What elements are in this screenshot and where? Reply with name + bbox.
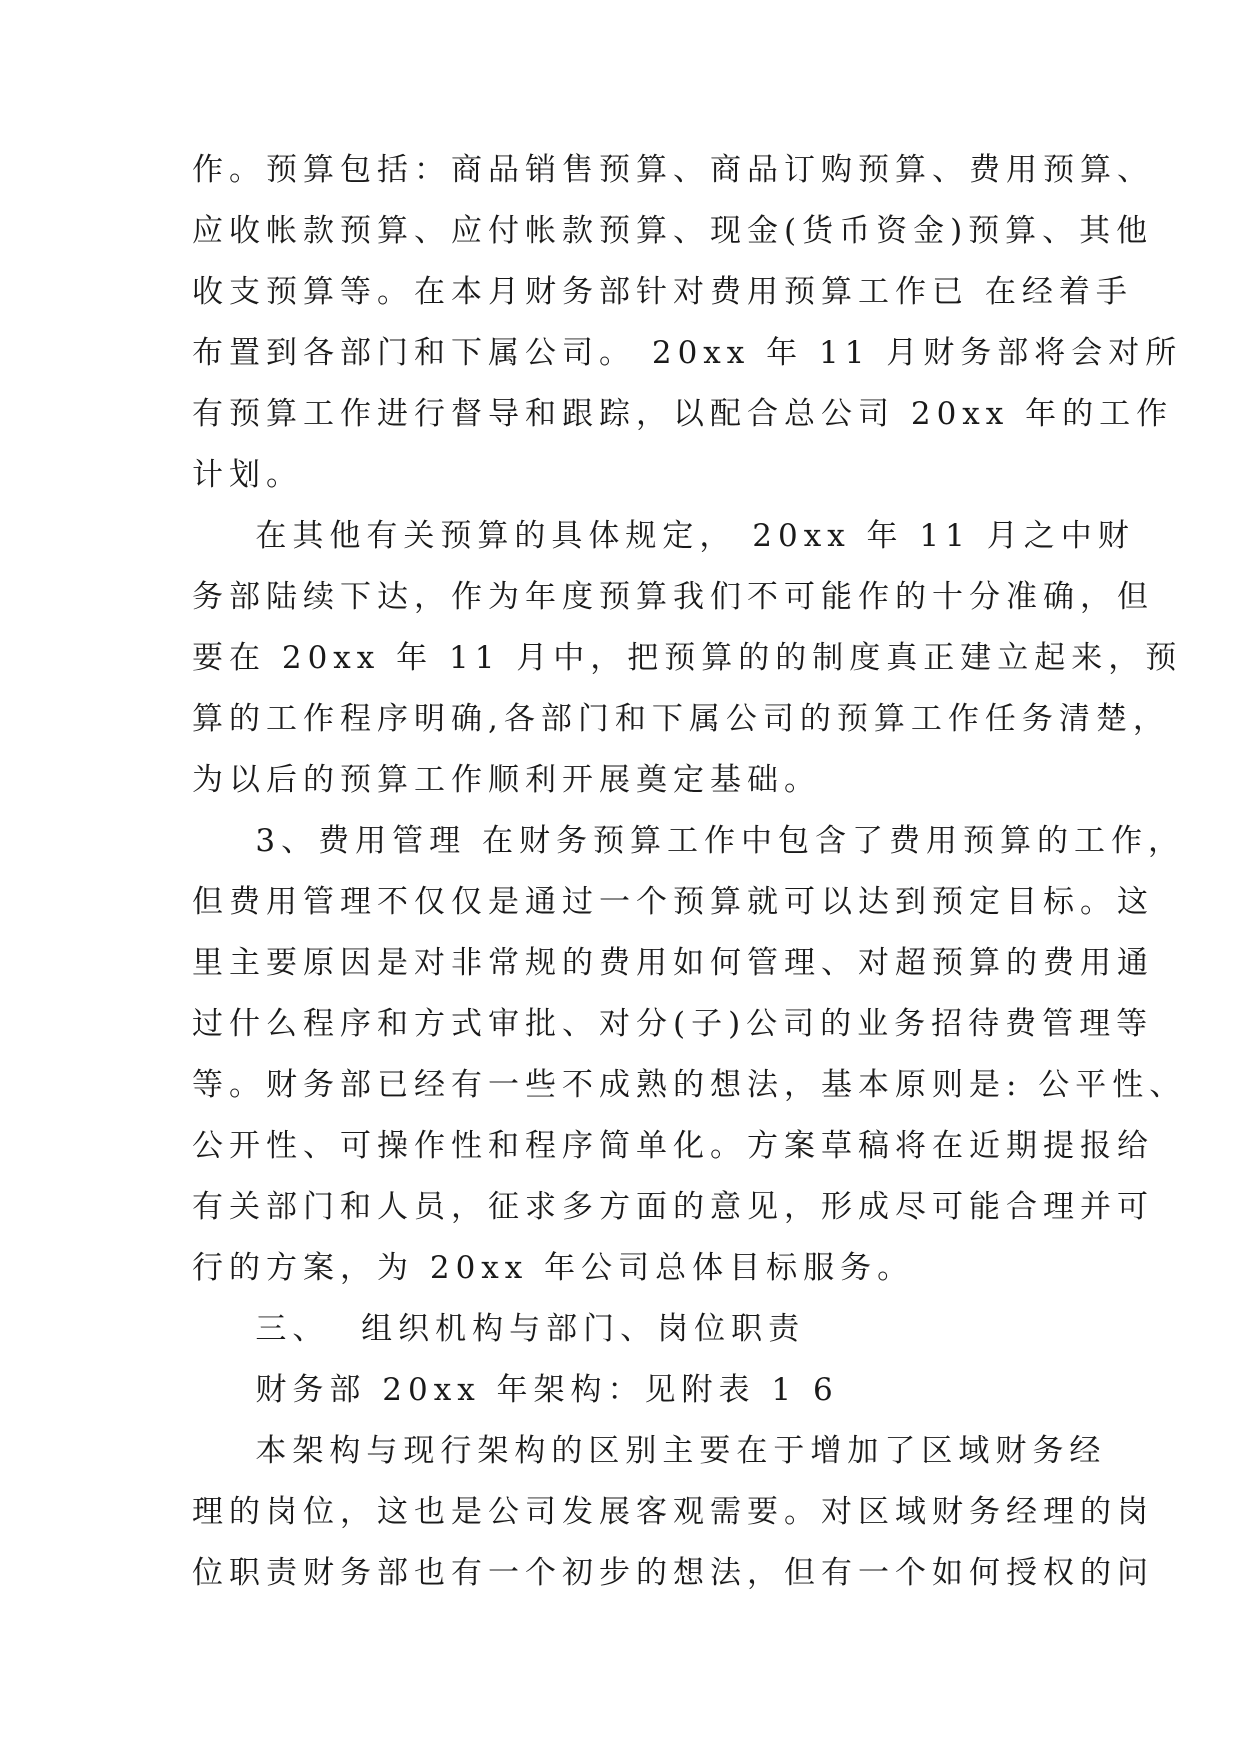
text-line: 收支预算等。在本月财务部针对费用预算工作已 在经着手 xyxy=(192,274,1133,310)
text-line: 但费用管理不仅仅是通过一个预算就可以达到预定目标。这 xyxy=(192,884,1154,920)
text-line: 布置到各部门和下属公司。 20xx 年 11 月财务部将会对所 xyxy=(192,335,1183,371)
text-line: 3、费用管理 在财务预算工作中包含了费用预算的工作， xyxy=(192,823,1185,859)
text-line: 位职责财务部也有一个初步的想法，但有一个如何授权的问 xyxy=(192,1555,1154,1591)
text-line: 务部陆续下达，作为年度预算我们不可能作的十分准确，但 xyxy=(192,579,1154,615)
text-line: 要在 20xx 年 11 月中，把预算的的制度真正建立起来，预 xyxy=(192,640,1183,676)
text-line: 作。预算包括：商品销售预算、商品订购预算、费用预算、 xyxy=(192,152,1154,188)
text-line: 行的方案，为 20xx 年公司总体目标服务。 xyxy=(192,1250,915,1286)
text-line: 等。财务部已经有一些不成熟的想法，基本原则是: 公平性、 xyxy=(192,1067,1187,1103)
text-line: 算的工作程序明确,各部门和下属公司的预算工作任务清楚， xyxy=(192,701,1170,737)
text-line: 计划。 xyxy=(192,457,303,493)
text-line: 财务部 20xx 年架构：见附表 1 6 xyxy=(192,1372,839,1408)
text-line: 理的岗位，这也是公司发展客观需要。对区域财务经理的岗 xyxy=(192,1494,1154,1530)
text-line: 在其他有关预算的具体规定， 20xx 年 11 月之中财 xyxy=(192,518,1135,554)
text-line: 过什么程序和方式审批、对分(子)公司的业务招待费管理等 xyxy=(192,1006,1154,1042)
text-line: 为以后的预算工作顺利开展奠定基础。 xyxy=(192,762,821,798)
text-line: 本架构与现行架构的区别主要在于增加了区域财务经 xyxy=(192,1433,1107,1469)
text-line: 里主要原因是对非常规的费用如何管理、对超预算的费用通 xyxy=(192,945,1154,981)
section-heading: 三、 组织机构与部门、岗位职责 xyxy=(192,1311,806,1347)
text-line: 公开性、可操作性和程序简单化。方案草稿将在近期提报给 xyxy=(192,1128,1154,1164)
text-line: 有预算工作进行督导和跟踪，以配合总公司 20xx 年的工作 xyxy=(192,396,1174,432)
text-line: 应收帐款预算、应付帐款预算、现金(货币资金)预算、其他 xyxy=(192,213,1154,249)
text-line: 有关部门和人员，征求多方面的意见，形成尽可能合理并可 xyxy=(192,1189,1154,1225)
